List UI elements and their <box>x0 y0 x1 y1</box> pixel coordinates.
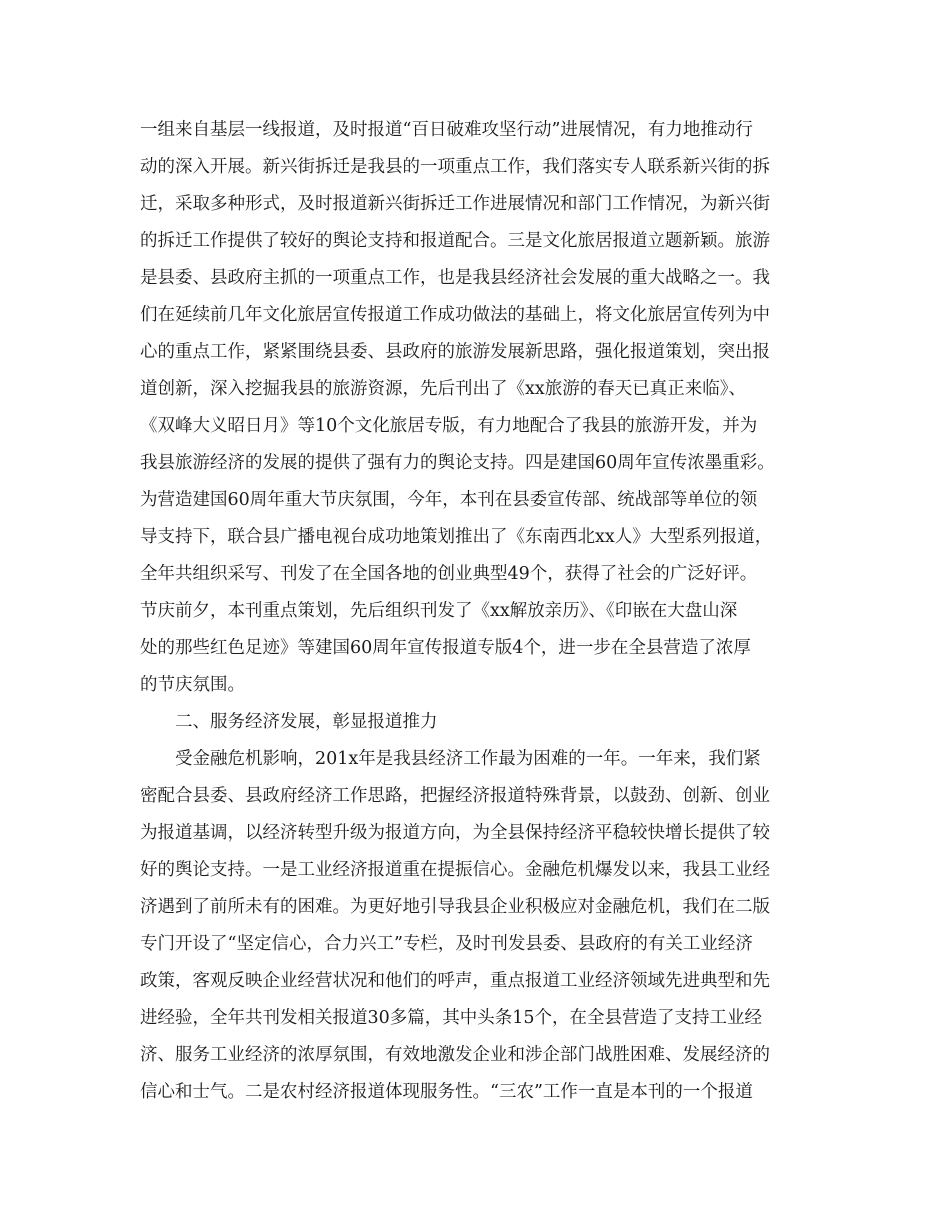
text-line: 道创新，深入挖掘我县的旅游资源，先后刊出了《xx旅游的春天已真正来临》、 <box>140 379 746 399</box>
text-line: 全年共组织采写、刊发了在全国各地的创业典型49个，获得了社会的广泛好评。 <box>140 564 758 584</box>
text-line: 受金融危机影响，201x年是我县经济工作最为困难的一年。一年来，我们紧 <box>175 749 761 769</box>
text-line: 为营造建国60周年重大节庆氛围，今年，本刊在县委宣传部、统战部等单位的领 <box>140 490 758 510</box>
text-line: 心的重点工作，紧紧围绕县委、县政府的旅游发展新思路，强化报道策划，突出报 <box>140 342 770 362</box>
text-line: 密配合县委、县政府经济工作思路，把握经济报道特殊背景，以鼓劲、创新、创业 <box>140 786 770 806</box>
section-heading: 二、服务经济发展，彰显报道推力 <box>175 712 438 732</box>
text-line: 政策，客观反映企业经营状况和他们的呼声，重点报道工业经济领域先进典型和先 <box>140 971 770 991</box>
text-line: 我县旅游经济的发展的提供了强有力的舆论支持。四是建国60周年宣传浓墨重彩。 <box>140 453 775 473</box>
text-line: 《双峰大义昭日月》等10个文化旅居专版，有力地配合了我县的旅游开发，并为 <box>140 416 758 436</box>
text-line: 迁，采取多种形式，及时报道新兴街拆迁工作进展情况和部门工作情况，为新兴街 <box>140 194 770 214</box>
text-line: 导支持下，联合县广播电视台成功地策划推出了《东南西北xx人》大型系列报道， <box>140 527 773 547</box>
text-line: 节庆前夕，本刊重点策划，先后组织刊发了《xx解放亲历》、《印嵌在大盘山深 <box>140 601 738 621</box>
text-line: 一组来自基层一线报道，及时报道“百日破难攻坚行动”进展情况，有力地推动行 <box>140 120 753 140</box>
text-line: 是县委、县政府主抓的一项重点工作，也是我县经济社会发展的重大战略之一。我 <box>140 268 770 288</box>
text-line: 信心和士气。二是农村经济报道体现服务性。“三农”工作一直是本刊的一个报道 <box>140 1082 753 1102</box>
text-line: 动的深入开展。新兴街拆迁是我县的一项重点工作，我们落实专人联系新兴街的拆 <box>140 157 770 177</box>
text-line: 进经验，全年共刊发相关报道30多篇，其中头条15个，在全县营造了支持工业经 <box>140 1008 763 1028</box>
document-body <box>140 112 830 1111</box>
text-line: 的节庆氛围。 <box>140 675 245 695</box>
text-line: 济遇到了前所未有的困难。为更好地引导我县企业积极应对金融危机，我们在二版 <box>140 897 770 917</box>
text-line: 济、服务工业经济的浓厚氛围，有效地激发企业和涉企部门战胜困难、发展经济的 <box>140 1045 770 1065</box>
text-line: 的拆迁工作提供了较好的舆论支持和报道配合。三是文化旅居报道立题新颖。旅游 <box>140 231 770 251</box>
text-line: 专门开设了“坚定信心，合力兴工”专栏，及时刊发县委、县政府的有关工业经济 <box>140 934 753 954</box>
text-line: 好的舆论支持。一是工业经济报道重在提振信心。金融危机爆发以来，我县工业经 <box>140 860 770 880</box>
text-line: 处的那些红色足迹》等建国60周年宣传报道专版4个，进一步在全县营造了浓厚 <box>140 638 751 658</box>
text-line: 为报道基调，以经济转型升级为报道方向，为全县保持经济平稳较快增长提供了较 <box>140 823 770 843</box>
text-line: 们在延续前几年文化旅居宣传报道工作成功做法的基础上，将文化旅居宣传列为中 <box>140 305 770 325</box>
